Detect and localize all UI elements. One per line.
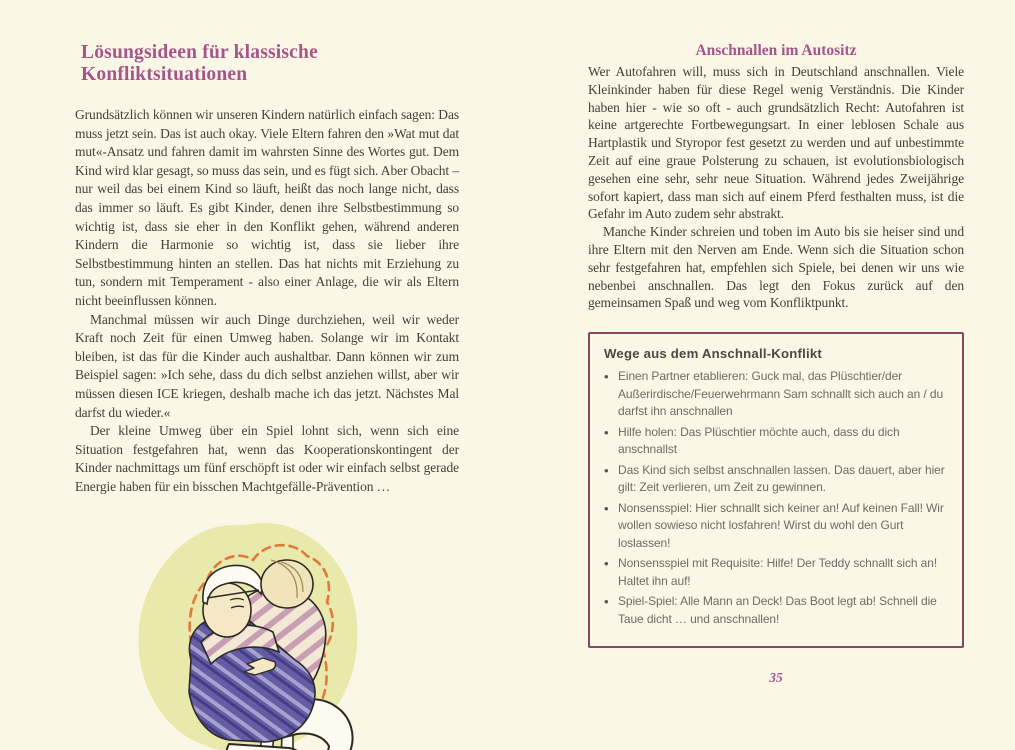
tip-box bbox=[588, 332, 964, 648]
paragraph: Manche Kinder schreien und toben im Auto bis sie heiser sind und ihre Eltern mit den Nerven am Ende. Wenn sich die Situation schon sehr festgefahren hat, empfehlen sich Spiele, bei denen wir uns wie nebenbei anschnallen. Das legt den Fokus zurück auf den gemeinsamen Spaß und weg vom Konfliktpunkt. bbox=[588, 224, 964, 311]
paragraph: Der kleine Umweg über ein Spiel lohnt sich, wenn sich eine Situation festgefahren hat, wenn das Kooperationskontingent der Kinder nachmittags um fünf erschöpft ist oder wir einfach selbst gerade Energie haben für ein bisschen Machtgefälle-Prävention … bbox=[75, 423, 459, 494]
tip-list-item: • Spiel-Spiel: Alle Mann an Deck! Das Boot legt ab! Schnell die Taue dicht … und anschnallen! bbox=[602, 593, 949, 628]
tip-list bbox=[602, 368, 949, 628]
page-number: 35 bbox=[769, 670, 783, 685]
tip-box-title: Wege aus dem Anschnall-Konflikt bbox=[604, 346, 822, 362]
tip-list-item: • Nonsensspiel: Hier schnallt sich keiner an! Auf keinen Fall! Wir wollen sowieso nicht losfahren! Wirst du wohl den Gurt loslassen! bbox=[602, 500, 949, 553]
left-page-heading: Lösungsideen für klassische Konfliktsituationen bbox=[81, 42, 318, 85]
page-left bbox=[75, 42, 459, 750]
paragraph: Manchmal müssen wir auch Dinge durchziehen, weil wir weder Kraft noch Zeit für einen Umweg haben. Solange wir im Kontakt bleiben, ist das für die Kinder auch aushaltbar. Dann können wir zum Beispiel sagen: »Ich sehe, dass du dich selbst anziehen willst, aber wir müssen diesen ICE kriegen, deshalb mache ich das jetzt. Nächstes Mal darfst du wieder.« bbox=[75, 311, 459, 420]
tip-list-item: • Das Kind sich selbst anschnallen lassen. Das dauert, aber hier gilt: Zeit verlieren, um Zeit zu gewinnen. bbox=[602, 462, 949, 497]
right-page-body bbox=[588, 63, 964, 312]
tip-list-item: • Hilfe holen: Das Plüschtier möchte auch, dass du dich anschnallst bbox=[602, 424, 949, 459]
tip-list-item: • Nonsensspiel mit Requisite: Hilfe! Der Teddy schnallt sich an! Haltet ihn auf! bbox=[602, 555, 949, 590]
hug-illustration bbox=[131, 510, 369, 750]
page-right bbox=[588, 42, 964, 648]
left-page-body bbox=[75, 106, 459, 496]
right-page-heading: Anschnallen im Autositz bbox=[695, 42, 857, 59]
paragraph: Wer Autofahren will, muss sich in Deutschland anschnallen. Viele Kleinkinder haben für diese Regel wenig Verständnis. Die Kinder haben hier - wie so oft - auch grundsätzlich Recht: Autofahren ist keine artgerechte Fortbewegungsart. In einer leblosen Schale aus Hartplastik und Styropor fest gesetzt zu werden und auf unbestimmte Zeit auf eine graue Polsterung zu schauen, ist evolutionsbiologisch gesehen eine sehr, sehr neue Situation. Während jedes Zweijährige sofort kapiert, dass man sich auf einem Pferd festhalten muss, ist die Gefahr im Auto zudem sehr abstrakt. bbox=[588, 64, 964, 222]
paragraph: Grundsätzlich können wir unseren Kindern natürlich einfach sagen: Das muss jetzt sein. Das ist auch okay. Viele Eltern fahren den »Wat mut dat mut«-Ansatz und fahren damit im wahrsten Sinne des Wortes gut. Dem Kind wird klar gesagt, so muss das sein, und es fügt sich. Aber Obacht – nur weil das bei einem Kind so läuft, heißt das noch lange nicht, dass das immer so läuft. Es gibt Kinder, denen ihre Selbstbestimmung so wichtig ist, dass sie eher in den Konflikt gehen, während anderen Kindern die Harmonie so wichtig ist, dass sie lieber ihre Selbstbestimmung hinten an stellen. Das hat nichts mit Erziehung zu tun, sondern mit Temperament - also einer Anlage, die wir als Eltern nicht beeinflussen können. bbox=[75, 107, 459, 308]
tip-list-item: • Einen Partner etablieren: Guck mal, das Plüschtier/der Außerirdische/Feuerwehrmann Sam schnallt sich auch an / du darfst ihn anschnallen bbox=[602, 368, 949, 421]
